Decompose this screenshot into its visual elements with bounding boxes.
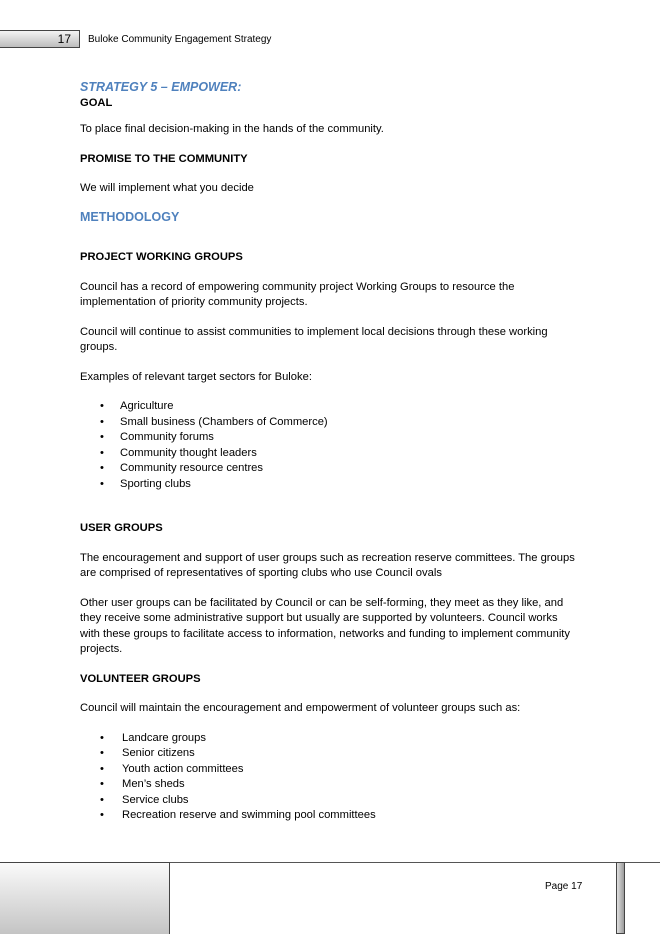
page-tab-number: 17 [57,32,71,46]
list-item: • Recreation reserve and swimming pool committees [80,808,580,824]
user-groups-paragraph-2: Other user groups can be facilitated by Council or can be self-forming, they meet as they like, and they receive some administrative support but usually are supported by volunteers. Council works with these groups to facilitate access to information, networks and funding to implement community projects. [80,596,571,655]
footer-decoration-box [0,862,170,934]
list-item: • Landcare groups [80,731,580,747]
volunteer-intro: Council will maintain the encouragement and empowerment of volunteer groups such as: [80,702,521,714]
list-item: • Youth action committees [80,762,580,778]
document-title: Buloke Community Engagement Strategy [88,34,272,45]
user-groups-heading: USER GROUPS [80,522,163,534]
goal-heading: GOAL [80,96,113,109]
page-content [80,80,580,824]
volunteer-groups-heading: VOLUNTEER GROUPS [80,672,201,685]
sector-list [80,399,580,492]
promise-heading: PROMISE TO THE COMMUNITY [80,152,248,165]
list-item: • Men’s sheds [80,777,580,793]
list-item: • Community resource centres [80,461,580,477]
volunteer-group-list [80,731,580,824]
list-item: • Senior citizens [80,746,580,762]
page-number-tab [0,30,80,48]
list-item: • Service clubs [80,793,580,809]
promise-text: We will implement what you decide [80,182,254,194]
pwg-paragraph-1: Council has a record of empowering community project Working Groups to resource the implementation of priority community projects. [80,280,515,308]
user-groups-paragraph-1: The encouragement and support of user groups such as recreation reserve committees. The groups are comprised of representatives of sporting clubs who use Council ovals [80,551,575,579]
examples-intro: Examples of relevant target sectors for Buloke: [80,370,312,383]
list-item: • Sporting clubs [80,477,580,493]
project-working-groups-heading: PROJECT WORKING GROUPS [80,251,243,263]
strategy-title: STRATEGY 5 – EMPOWER: [80,80,242,94]
footer-page-number: Page 17 [545,881,583,892]
list-item: • Community thought leaders [80,446,580,462]
list-item: • Community forums [80,430,580,446]
list-item: • Agriculture [80,399,580,415]
goal-text: To place final decision-making in the hands of the community. [80,123,384,135]
list-item: • Small business (Chambers of Commerce) [80,415,580,431]
methodology-heading: METHODOLOGY [80,209,180,224]
footer-decoration-bar [616,862,625,934]
pwg-paragraph-2: Council will continue to assist communities to implement local decisions through these working groups. [80,325,548,353]
